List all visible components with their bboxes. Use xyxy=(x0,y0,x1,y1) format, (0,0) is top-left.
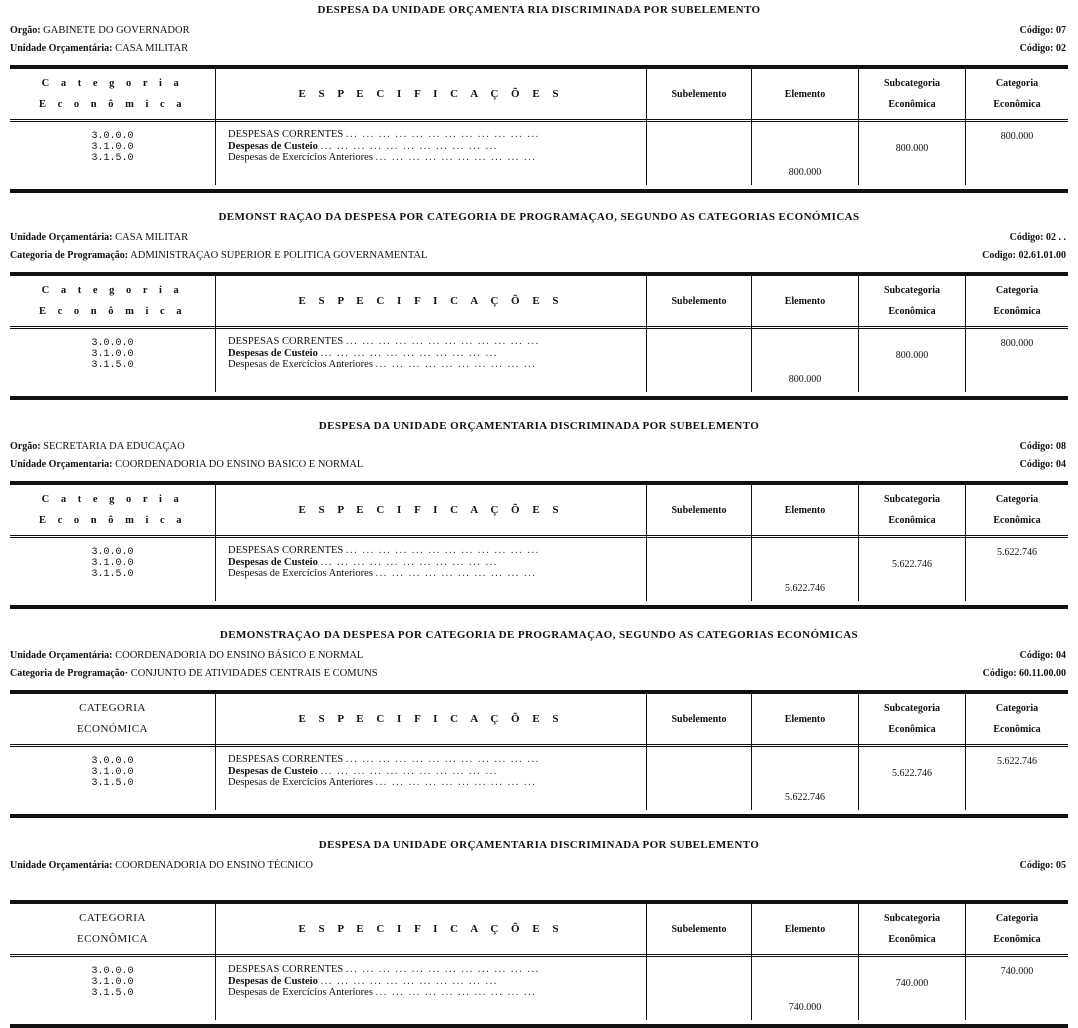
section-title: DEMONST RAÇAO DA DESPESA POR CATEGORIA DE PROGRAMAÇAO, SEGUNDO AS CATEGORIAS ECONÓMICAS xyxy=(218,211,860,223)
header-subcategoria-line1: Subcategoria xyxy=(883,494,941,505)
header-categoria-economica xyxy=(10,694,215,744)
unit-value: ADMINISTRAÇAO SUPERIOR E POLITICA GOVERNAMENTAL xyxy=(130,250,428,261)
unit-label: Unidade Orçamentaria: xyxy=(10,459,113,470)
header-especificacoes: E S P E C I F I C A Ç Õ E S xyxy=(298,713,564,725)
code-column xyxy=(10,756,215,789)
spec-row xyxy=(228,359,540,371)
spec-row xyxy=(228,766,540,778)
header-categoria-line1: C a t e g o r i a xyxy=(41,285,184,296)
org-label: Unidade Orçamentária: xyxy=(10,860,113,871)
dot-leader: ... ... ... ... ... ... ... ... ... ... xyxy=(375,152,537,163)
org-label: Unidade Orçamentária: xyxy=(10,232,113,243)
categoria-value: 5.622.746 xyxy=(997,756,1037,767)
org-label: Unidade Orçamentária: xyxy=(10,650,113,661)
unit-line xyxy=(10,668,378,679)
org-line xyxy=(10,232,188,243)
dot-leader: ... ... ... ... ... ... ... ... ... ... ... ... xyxy=(345,129,540,140)
header-especificacoes: E S P E C I F I C A Ç Õ E S xyxy=(298,504,564,516)
unit-value: CASA MILITAR xyxy=(115,43,189,54)
header-categoria-line2: E c o n ô m i c a xyxy=(38,99,187,110)
dot-leader: ... ... ... ... ... ... ... ... ... ... ... xyxy=(320,556,498,568)
budget-table xyxy=(10,690,1068,818)
header-subcategoria-line2: Econômica xyxy=(888,515,936,526)
spec-row xyxy=(228,557,540,569)
spec-column xyxy=(228,336,540,371)
dot-leader: ... ... ... ... ... ... ... ... ... ... ... xyxy=(320,140,498,152)
header-subcategoria-line2: Econômica xyxy=(888,99,936,110)
header-separator xyxy=(10,119,1068,122)
code-cell: 3.1.0.0 xyxy=(91,558,134,569)
spec-row xyxy=(228,964,540,976)
code-cell: 3.0.0.0 xyxy=(91,966,134,977)
header-categoria-line2: ECONÓMICA xyxy=(76,723,149,735)
spec-row xyxy=(228,141,540,153)
spec-row xyxy=(228,129,540,141)
header-subcategoria-line1: Subcategoria xyxy=(883,913,941,924)
code-cell: 3.0.0.0 xyxy=(91,338,134,349)
org-line xyxy=(10,441,185,452)
dot-leader: ... ... ... ... ... ... ... ... ... ... ... ... xyxy=(345,545,540,556)
code-column xyxy=(10,131,215,164)
org-value: COORDENADORIA DO ENSINO BÁSICO E NORMAL xyxy=(115,650,364,661)
org-line xyxy=(10,25,190,36)
org-line xyxy=(10,860,313,871)
org-value: GABINETE DO GOVERNADOR xyxy=(43,25,190,36)
code-cell: 3.1.5.0 xyxy=(91,360,134,371)
section-title: DEMONSTRAÇAO DA DESPESA POR CATEGORIA DE PROGRAMAÇAO, SEGUNDO AS CATEGORIAS ECONÓMICAS xyxy=(219,629,859,641)
spec-label: DESPESAS CORRENTES xyxy=(228,754,344,765)
header-categoria-line1: CATEGORIA xyxy=(79,702,146,714)
header-categoria xyxy=(966,276,1068,326)
org-value: COORDENADORIA DO ENSINO TÉCNICO xyxy=(115,860,313,871)
budget-table xyxy=(10,272,1068,400)
header-categoria xyxy=(966,485,1068,535)
budget-table xyxy=(10,481,1068,609)
org-value: SECRETARIA DA EDUCAÇAO xyxy=(43,441,185,452)
dot-leader: ... ... ... ... ... ... ... ... ... ... xyxy=(375,987,537,998)
spec-label: Despesas de Exercícios Anteriores xyxy=(228,987,373,998)
unit-code: Código: 04 xyxy=(1019,459,1066,470)
org-code: Código: 08 xyxy=(1019,441,1066,452)
header-subelemento: Subelemento xyxy=(671,923,727,935)
org-label: Orgão: xyxy=(10,441,41,452)
elemento-value: 800.000 xyxy=(788,167,822,178)
org-code: Código: 05 xyxy=(1019,860,1066,871)
spec-row xyxy=(228,754,540,766)
elemento-value: 5.622.746 xyxy=(785,583,825,594)
org-line xyxy=(10,650,363,661)
unit-value: CONJUNTO DE ATIVIDADES CENTRAIS E COMUNS xyxy=(130,668,378,679)
header-categoria xyxy=(966,694,1068,744)
spec-label: Despesas de Exercícios Anteriores xyxy=(228,359,373,370)
dot-leader: ... ... ... ... ... ... ... ... ... ... xyxy=(375,359,537,370)
spec-row xyxy=(228,777,540,789)
subcategoria-value: 800.000 xyxy=(895,350,929,361)
header-categoria-line1: CATEGORIA xyxy=(79,912,146,924)
header-categoria-line2: ECONÔMICA xyxy=(76,933,149,945)
categoria-value: 5.622.746 xyxy=(997,547,1037,558)
unit-label: Categoria de Programação: xyxy=(10,250,129,261)
categoria-value: 800.000 xyxy=(1000,338,1034,349)
spec-label: DESPESAS CORRENTES xyxy=(228,129,344,140)
spec-row xyxy=(228,568,540,580)
header-subcategoria xyxy=(859,485,965,535)
org-value: CASA MILITAR xyxy=(115,232,189,243)
header-categoria-col-line1: Categoria xyxy=(995,703,1039,714)
header-subcategoria-line2: Econômica xyxy=(888,306,936,317)
code-cell: 3.1.0.0 xyxy=(91,142,134,153)
header-categoria-economica xyxy=(10,276,215,326)
subcategoria-value: 800.000 xyxy=(895,143,929,154)
subcategoria-value: 740.000 xyxy=(895,978,929,989)
header-subcategoria xyxy=(859,694,965,744)
spec-label: Despesas de Custeio xyxy=(228,140,318,152)
unit-line xyxy=(10,43,188,54)
dot-leader: ... ... ... ... ... ... ... ... ... ... ... ... xyxy=(345,964,540,975)
unit-label: Unidade Orçamentária: xyxy=(10,43,113,54)
spec-row xyxy=(228,976,540,988)
budget-table xyxy=(10,65,1068,193)
header-elemento: Elemento xyxy=(784,923,826,935)
unit-code: Código: 60.11.00.00 xyxy=(982,668,1066,679)
header-especificacoes: E S P E C I F I C A Ç Õ E S xyxy=(298,88,564,100)
spec-label: Despesas de Custeio xyxy=(228,975,318,987)
unit-label: Categoria de Programação· xyxy=(10,668,129,679)
unit-line xyxy=(10,250,427,261)
categoria-value: 740.000 xyxy=(1000,966,1034,977)
spec-row xyxy=(228,348,540,360)
dot-leader: ... ... ... ... ... ... ... ... ... ... ... xyxy=(320,975,498,987)
spec-row xyxy=(228,987,540,999)
code-cell: 3.1.0.0 xyxy=(91,977,134,988)
header-subcategoria-line1: Subcategoria xyxy=(883,703,941,714)
elemento-value: 5.622.746 xyxy=(785,792,825,803)
header-elemento: Elemento xyxy=(784,504,826,516)
header-separator xyxy=(10,326,1068,329)
header-subcategoria-line2: Econômica xyxy=(888,934,936,945)
header-categoria xyxy=(966,904,1068,954)
header-categoria xyxy=(966,69,1068,119)
header-especificacoes: E S P E C I F I C A Ç Õ E S xyxy=(298,923,564,935)
code-cell: 3.1.5.0 xyxy=(91,569,134,580)
header-elemento: Elemento xyxy=(784,713,826,725)
code-cell: 3.1.0.0 xyxy=(91,767,134,778)
section-title: DESPESA DA UNIDADE ORÇAMENTARIA DISCRIMINADA POR SUBELEMENTO xyxy=(318,420,760,432)
header-categoria-line2: E c o n ô m i c a xyxy=(38,306,187,317)
header-subelemento: Subelemento xyxy=(671,713,727,725)
header-categoria-col-line1: Categoria xyxy=(995,913,1039,924)
org-code: Código: 02 . . xyxy=(1009,232,1066,243)
header-subcategoria-line1: Subcategoria xyxy=(883,78,941,89)
section-title: DESPESA DA UNIDADE ORÇAMENTA RIA DISCRIMINADA POR SUBELEMENTO xyxy=(317,4,761,16)
code-column xyxy=(10,338,215,371)
header-categoria-economica xyxy=(10,69,215,119)
header-categoria-col-line1: Categoria xyxy=(995,78,1039,89)
unit-code: Codigo: 02.61.01.00 xyxy=(982,250,1066,261)
categoria-value: 800.000 xyxy=(1000,131,1034,142)
spec-column xyxy=(228,545,540,580)
spec-label: DESPESAS CORRENTES xyxy=(228,336,344,347)
unit-value: COORDENADORIA DO ENSINO BASICO E NORMAL xyxy=(115,459,364,470)
dot-leader: ... ... ... ... ... ... ... ... ... ... xyxy=(375,777,537,788)
header-subcategoria xyxy=(859,69,965,119)
header-categoria-col-line1: Categoria xyxy=(995,494,1039,505)
header-subelemento: Subelemento xyxy=(671,295,727,307)
dot-leader: ... ... ... ... ... ... ... ... ... ... xyxy=(375,568,537,579)
code-cell: 3.1.0.0 xyxy=(91,349,134,360)
code-cell: 3.1.5.0 xyxy=(91,153,134,164)
code-column xyxy=(10,966,215,999)
header-subelemento: Subelemento xyxy=(671,88,727,100)
header-categoria-line1: C a t e g o r i a xyxy=(41,78,184,89)
header-elemento: Elemento xyxy=(784,295,826,307)
header-subcategoria-line2: Econômica xyxy=(888,724,936,735)
code-cell: 3.1.5.0 xyxy=(91,778,134,789)
header-categoria-economica xyxy=(10,485,215,535)
code-cell: 3.1.5.0 xyxy=(91,988,134,999)
header-especificacoes: E S P E C I F I C A Ç Õ E S xyxy=(298,295,564,307)
spec-column xyxy=(228,754,540,789)
header-categoria-col-line2: Econômica xyxy=(993,724,1041,735)
header-separator xyxy=(10,954,1068,957)
elemento-value: 740.000 xyxy=(788,1002,822,1013)
spec-row xyxy=(228,152,540,164)
org-code: Código: 04 xyxy=(1019,650,1066,661)
unit-code: Código: 02 xyxy=(1019,43,1066,54)
org-code: Código: 07 xyxy=(1019,25,1066,36)
code-cell: 3.0.0.0 xyxy=(91,756,134,767)
spec-label: Despesas de Exercícios Anteriores xyxy=(228,152,373,163)
header-categoria-col-line2: Econômica xyxy=(993,306,1041,317)
unit-line xyxy=(10,459,363,470)
dot-leader: ... ... ... ... ... ... ... ... ... ... ... ... xyxy=(345,336,540,347)
dot-leader: ... ... ... ... ... ... ... ... ... ... ... ... xyxy=(345,754,540,765)
header-subelemento: Subelemento xyxy=(671,504,727,516)
spec-label: Despesas de Custeio xyxy=(228,556,318,568)
budget-table xyxy=(10,900,1068,1028)
header-categoria-line2: E c o n ô m i c a xyxy=(38,515,187,526)
header-subcategoria-line1: Subcategoria xyxy=(883,285,941,296)
spec-label: DESPESAS CORRENTES xyxy=(228,964,344,975)
spec-label: DESPESAS CORRENTES xyxy=(228,545,344,556)
spec-label: Despesas de Exercícios Anteriores xyxy=(228,777,373,788)
spec-row xyxy=(228,336,540,348)
elemento-value: 800.000 xyxy=(788,374,822,385)
header-subcategoria xyxy=(859,904,965,954)
subcategoria-value: 5.622.746 xyxy=(892,768,932,779)
spec-column xyxy=(228,129,540,164)
spec-column xyxy=(228,964,540,999)
code-cell: 3.0.0.0 xyxy=(91,547,134,558)
code-cell: 3.0.0.0 xyxy=(91,131,134,142)
spec-row xyxy=(228,545,540,557)
spec-label: Despesas de Custeio xyxy=(228,765,318,777)
header-categoria-col-line2: Econômica xyxy=(993,515,1041,526)
subcategoria-value: 5.622.746 xyxy=(892,559,932,570)
header-elemento: Elemento xyxy=(784,88,826,100)
dot-leader: ... ... ... ... ... ... ... ... ... ... ... xyxy=(320,765,498,777)
header-categoria-col-line2: Econômica xyxy=(993,934,1041,945)
dot-leader: ... ... ... ... ... ... ... ... ... ... ... xyxy=(320,347,498,359)
section-title: DESPESA DA UNIDADE ORÇAMENTARIA DISCRIMINADA POR SUBELEMENTO xyxy=(318,839,760,851)
header-subcategoria xyxy=(859,276,965,326)
spec-label: Despesas de Custeio xyxy=(228,347,318,359)
header-categoria-col-line2: Econômica xyxy=(993,99,1041,110)
code-column xyxy=(10,547,215,580)
header-categoria-line1: C a t e g o r i a xyxy=(41,494,184,505)
spec-label: Despesas de Exercícios Anteriores xyxy=(228,568,373,579)
header-categoria-col-line1: Categoria xyxy=(995,285,1039,296)
header-categoria-economica xyxy=(10,904,215,954)
org-label: Orgão: xyxy=(10,25,41,36)
header-separator xyxy=(10,744,1068,747)
header-separator xyxy=(10,535,1068,538)
